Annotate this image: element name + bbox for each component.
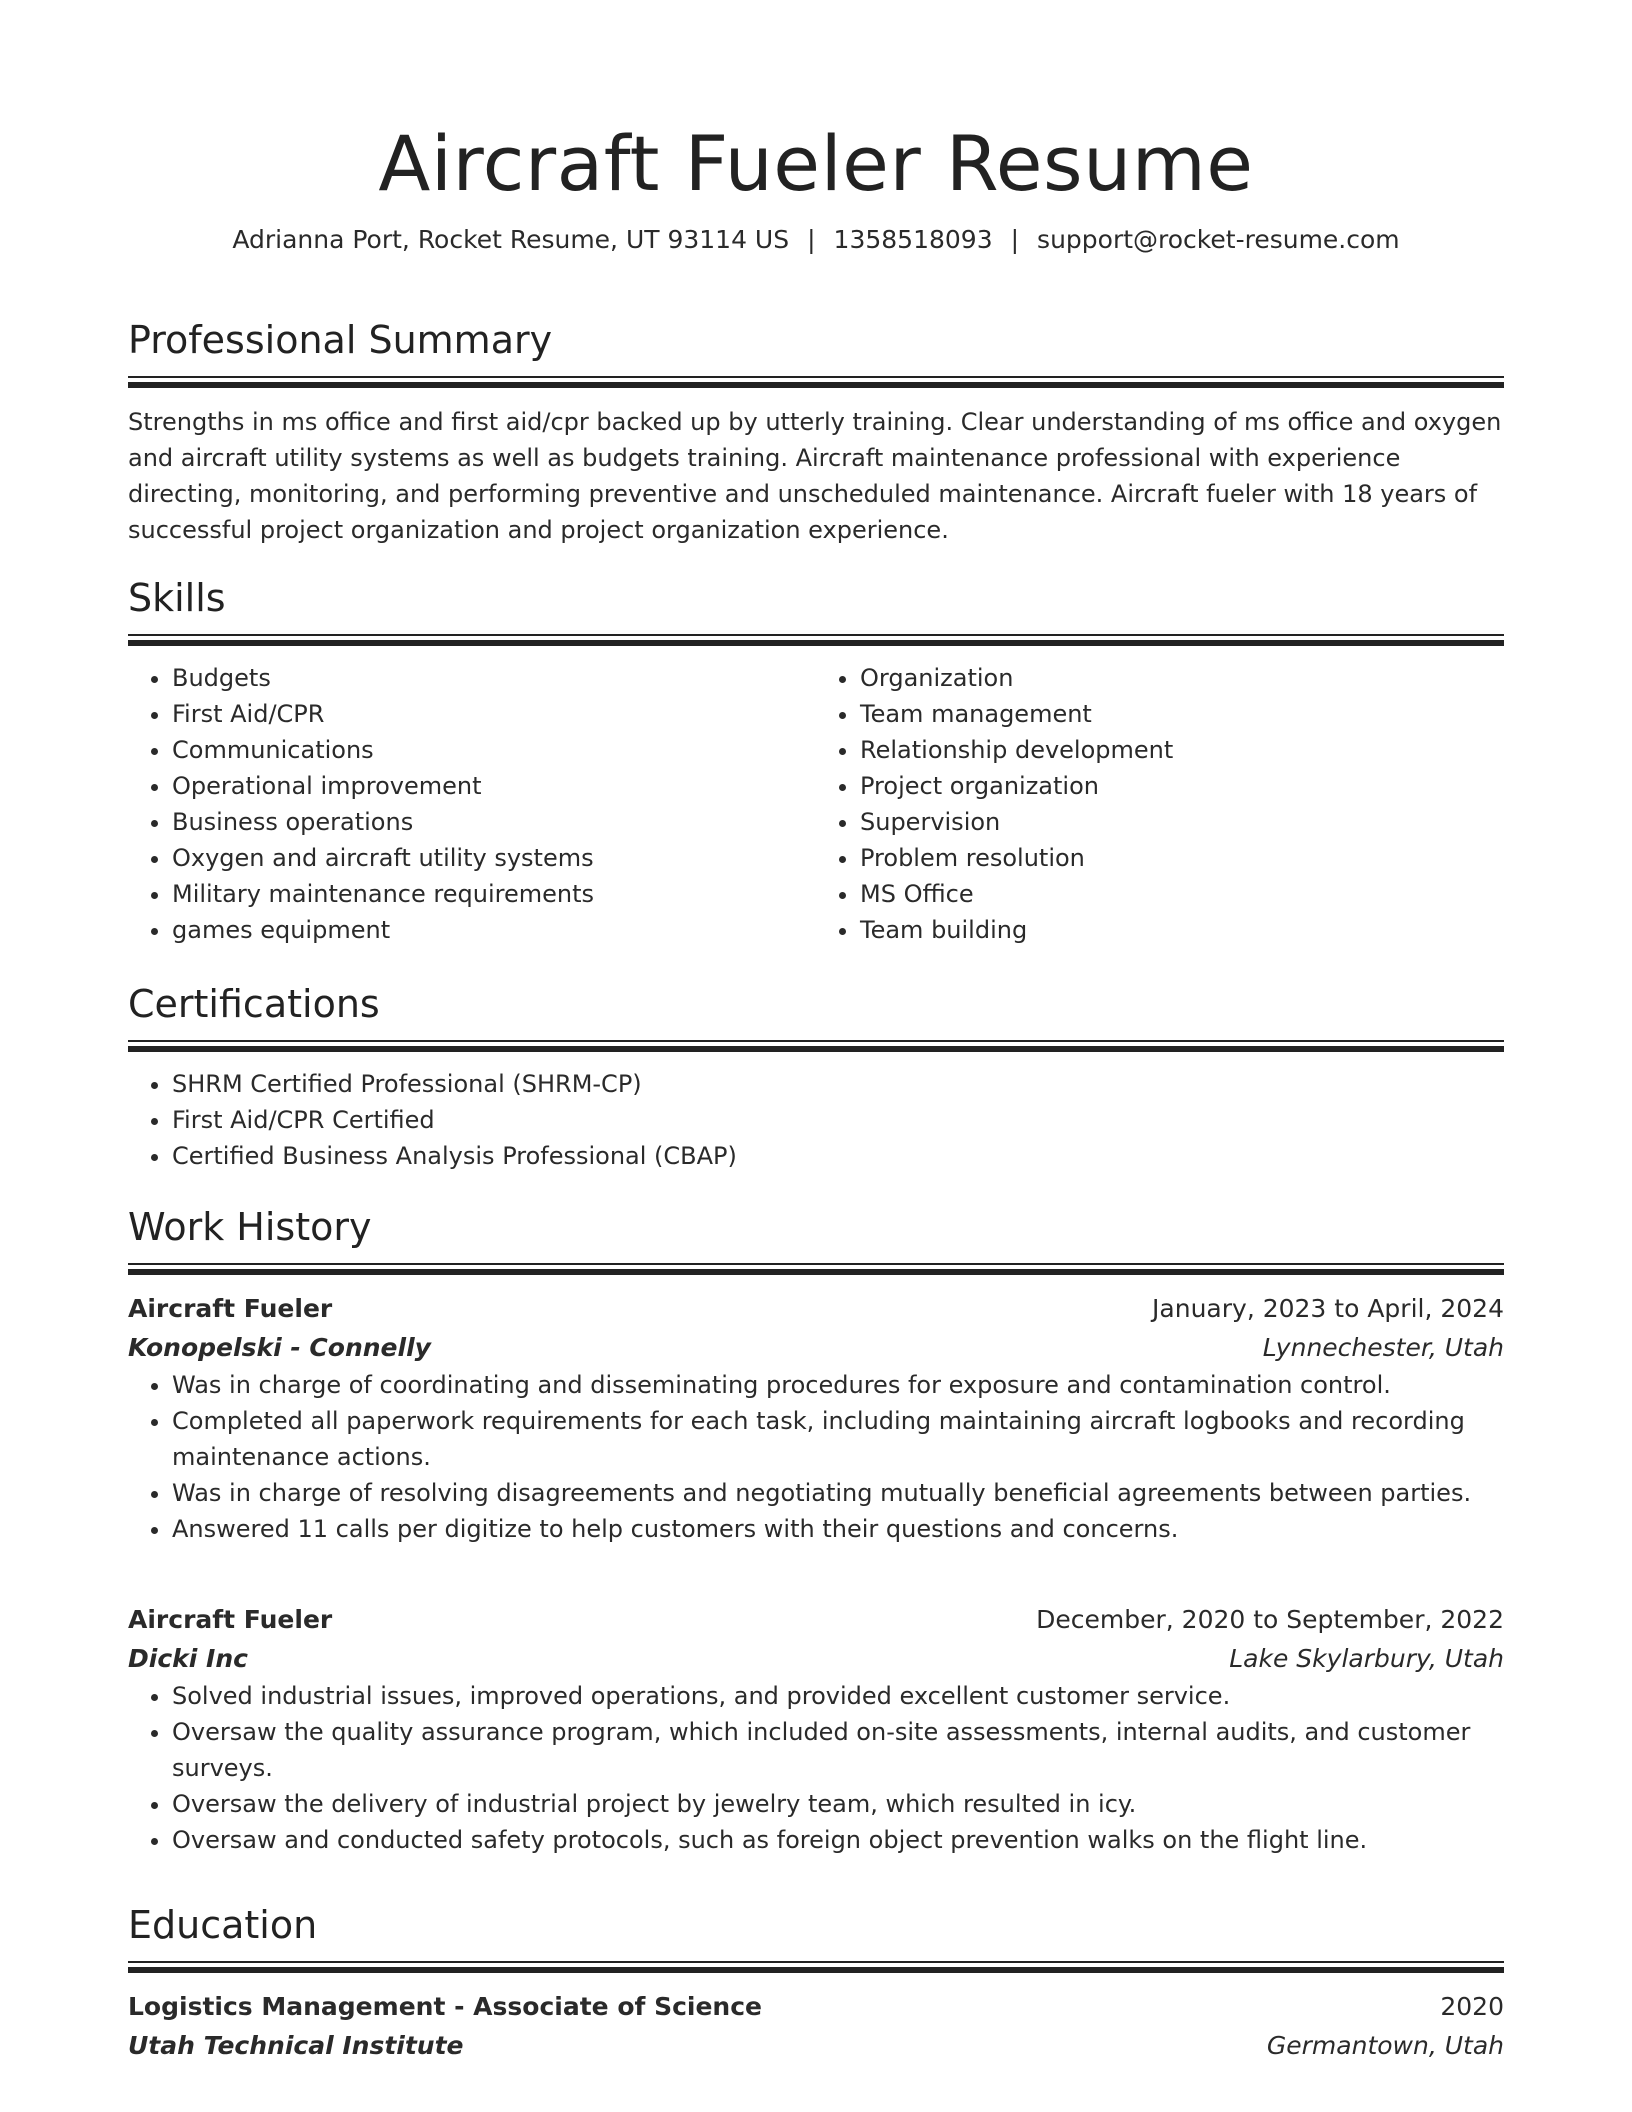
- skill-item: • First Aid/CPR: [172, 696, 816, 732]
- job-bullet: • Oversaw and conducted safety protocols, such as foreign object prevention walks on the flight line.: [172, 1822, 1504, 1858]
- skills-section: [128, 576, 1504, 948]
- section-divider: [128, 376, 1504, 388]
- job-location: Lynnechester, Utah: [1262, 1332, 1504, 1362]
- job-bullet: • Oversaw the delivery of industrial project by jewelry team, which resulted in icy.: [172, 1786, 1504, 1822]
- job-entry: [128, 1600, 1504, 1858]
- skill-item: • Problem resolution: [860, 840, 1504, 876]
- job-company: Konopelski - Connelly: [128, 1332, 431, 1362]
- job-bullets: [128, 1367, 1504, 1547]
- skills-heading: Skills: [128, 576, 226, 620]
- skill-item: • Oxygen and aircraft utility systems: [172, 840, 816, 876]
- education-entry: [128, 1987, 1504, 2065]
- section-divider: [128, 1040, 1504, 1052]
- job-bullet: • Was in charge of coordinating and disseminating procedures for exposure and contamination control.: [172, 1367, 1504, 1403]
- job-bullet: • Answered 11 calls per digitize to help customers with their questions and concerns.: [172, 1511, 1504, 1547]
- job-entry: [128, 1289, 1504, 1547]
- education-heading: Education: [128, 1903, 318, 1947]
- job-bullet: • Oversaw the quality assurance program, which included on-site assessments, internal audits, and customer surveys.: [172, 1714, 1504, 1786]
- skill-item: • Team management: [860, 696, 1504, 732]
- skills-list-right: [816, 660, 1504, 948]
- section-divider: [128, 1263, 1504, 1275]
- certification-item: • SHRM Certified Professional (SHRM-CP): [172, 1066, 1504, 1102]
- work-history-heading: Work History: [128, 1205, 372, 1249]
- job-subheader: [128, 1329, 1504, 1367]
- skill-item: • Operational improvement: [172, 768, 816, 804]
- skill-item: • Supervision: [860, 804, 1504, 840]
- certification-item: • Certified Business Analysis Professional (CBAP): [172, 1138, 1504, 1174]
- job-company: Dicki Inc: [128, 1644, 248, 1673]
- work-history-section: [128, 1205, 1504, 1547]
- skill-item: • Military maintenance requirements: [172, 876, 816, 912]
- certification-item: • First Aid/CPR Certified: [172, 1102, 1504, 1138]
- skills-column-left: [128, 660, 816, 948]
- summary-text: Strengths in ms office and first aid/cpr backed up by utterly training. Clear understanding of ms office and oxygen and aircraft utility systems as well as budgets training. Aircraft maintenance professional with experience directing, monitoring, and performing preventive and unscheduled maintenance. Aircraft fueler with 18 years of successful project organization and project organization experience.: [128, 407, 1502, 544]
- education-header: [128, 1987, 1504, 2027]
- job-subheader: [128, 1640, 1504, 1678]
- education-degree: Logistics Management - Associate of Science: [128, 1991, 763, 2021]
- job-bullet: • Solved industrial issues, improved operations, and provided excellent customer service.: [172, 1678, 1504, 1714]
- skill-item: • Team building: [860, 912, 1504, 948]
- skills-list-left: [128, 660, 816, 948]
- contact-separator: |: [807, 224, 816, 254]
- job-title: Aircraft Fueler: [128, 1605, 333, 1634]
- skill-item: • Business operations: [172, 804, 816, 840]
- job-header: [128, 1600, 1504, 1640]
- certifications-heading: Certifications: [128, 982, 380, 1026]
- skill-item: • Budgets: [172, 660, 816, 696]
- job-dates: December, 2020 to September, 2022: [1036, 1605, 1504, 1634]
- skill-item: • Communications: [172, 732, 816, 768]
- contact-email: support@rocket-resume.com: [1037, 224, 1400, 254]
- section-divider: [128, 634, 1504, 646]
- skill-item: • Organization: [860, 660, 1504, 696]
- contact-address: Adrianna Port, Rocket Resume, UT 93114 US: [232, 224, 790, 254]
- skill-item: • MS Office: [860, 876, 1504, 912]
- summary-heading: Professional Summary: [128, 318, 553, 362]
- job-bullet: • Was in charge of resolving disagreements and negotiating mutually beneficial agreements between parties.: [172, 1475, 1504, 1511]
- certifications-section: [128, 982, 1504, 1174]
- contact-separator: |: [1010, 224, 1020, 254]
- job-title: Aircraft Fueler: [128, 1293, 333, 1323]
- job-bullet: • Completed all paperwork requirements for each task, including maintaining aircraft logbooks and recording maintenance actions.: [172, 1403, 1504, 1475]
- skills-column-right: [816, 660, 1504, 948]
- certifications-list: [128, 1066, 1504, 1174]
- resume-title: Aircraft Fueler Resume: [378, 119, 1254, 208]
- job-dates: January, 2023 to April, 2024: [1152, 1293, 1504, 1323]
- contact-line: [128, 224, 1504, 257]
- skill-item: • games equipment: [172, 912, 816, 948]
- education-school: Utah Technical Institute: [128, 2030, 464, 2060]
- job-header: [128, 1289, 1504, 1329]
- education-location: Germantown, Utah: [1266, 2030, 1504, 2060]
- job-bullets: [128, 1678, 1504, 1858]
- education-section: [128, 1903, 1504, 2065]
- summary-section: [128, 318, 1504, 548]
- skills-grid: [128, 660, 1504, 948]
- contact-phone: 1358518093: [833, 224, 993, 254]
- education-year: 2020: [1440, 1991, 1504, 2021]
- section-divider: [128, 1961, 1504, 1973]
- skill-item: • Relationship development: [860, 732, 1504, 768]
- job-location: Lake Skylarbury, Utah: [1229, 1644, 1504, 1673]
- skill-item: • Project organization: [860, 768, 1504, 804]
- education-subheader: [128, 2027, 1504, 2065]
